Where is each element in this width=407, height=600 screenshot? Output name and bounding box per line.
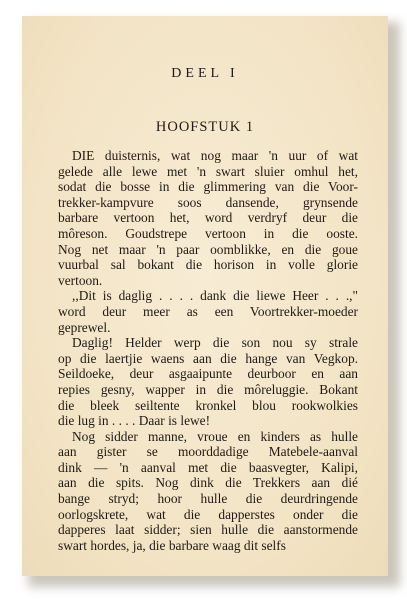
- text-line: bange stryd; hoor hulle die deurdringende: [58, 491, 358, 507]
- text-line: barbare vertoon het, word verdryf deur die: [58, 210, 358, 226]
- text-line: vertoon.: [58, 272, 103, 288]
- text-line: dink — 'n aanval met die baasvegter, Kalipi,: [58, 459, 358, 475]
- paragraph: [58, 148, 358, 288]
- text-line: môreson. Goudstrepe vertoon in die ooste.: [58, 225, 358, 241]
- text-line: sodat die bosse in die glimmering van die Voor-: [58, 179, 358, 195]
- text-line: die bleek seiltente kronkel blou rookwolkies: [58, 397, 358, 413]
- text-line: dapperes laat sidder; sien hulle die aanstormende: [58, 522, 358, 538]
- text-line: trekker-kampvure soos dansende, grynsende: [58, 194, 358, 210]
- text-line: word deur meer as een Voortrekker-moeder: [58, 303, 358, 319]
- chapter-title: HOOFSTUK 1: [155, 119, 255, 135]
- text-line: aan gister se moorddadige Matebele-aanval: [58, 444, 358, 460]
- text-line: vuurbal sal bokant die horison in volle glorie: [58, 257, 358, 273]
- text-line: geprewel.: [58, 319, 111, 335]
- text-line: ,,Dit is daglig . . . . dank die liewe Heer . . .,": [72, 288, 358, 304]
- chapter-body: [58, 148, 358, 553]
- text-line: Seildoeke, deur asgaaipunte deurboor en aan: [58, 366, 358, 382]
- text-line: op die laertjie waens aan die hange van Vegkop.: [58, 350, 358, 366]
- book-page: [22, 16, 388, 576]
- text-line: oorlogskrete, wat die dapperstes onder die: [58, 506, 358, 522]
- text-line: Nog net maar 'n paar oomblikke, en die goue: [58, 241, 358, 257]
- paragraph: [58, 288, 358, 335]
- text-line: Daglig! Helder werp die son nou sy strale: [72, 335, 358, 351]
- text-line: repies gesny, wapper in die môreluggie. Bokant: [58, 381, 358, 397]
- text-line: swart hordes, ja, die barbare waag dit selfs: [58, 537, 286, 553]
- paragraph: [58, 429, 358, 554]
- text-line: die lug in . . . . Daar is lewe!: [58, 413, 211, 429]
- text-line: gelede alle lewe met 'n swart sluier omhul het,: [58, 163, 358, 179]
- paragraph: [58, 335, 358, 429]
- text-line: aan die spits. Nog dink die Trekkers aan dié: [58, 475, 358, 491]
- text-line: DIE duisternis, wat nog maar 'n uur of wat: [72, 148, 358, 163]
- text-line: Nog sidder manne, vroue en kinders as hulle: [72, 428, 358, 444]
- part-title: DEEL I: [171, 66, 239, 81]
